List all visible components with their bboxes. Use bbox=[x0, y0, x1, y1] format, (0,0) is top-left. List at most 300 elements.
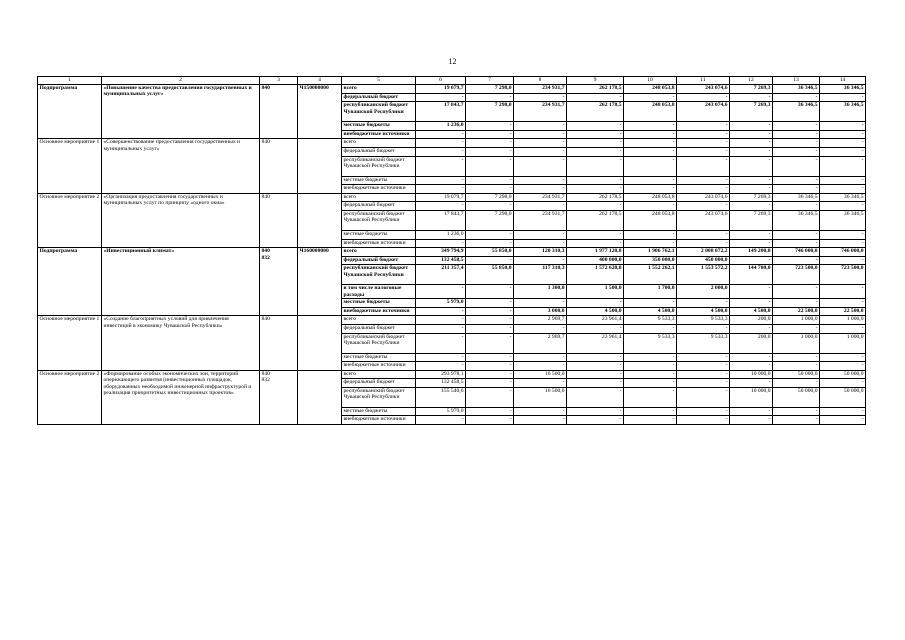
amount-cell: - bbox=[773, 362, 820, 371]
amount-cell: - bbox=[466, 156, 514, 176]
amount-cell: - bbox=[773, 130, 820, 139]
amount-cell: - bbox=[514, 176, 567, 185]
funding-source-cell: местные бюджеты bbox=[342, 176, 416, 185]
program-name-cell: «Инвестиционный климат» bbox=[102, 248, 260, 316]
amount-cell: 2 969,7 bbox=[514, 316, 567, 325]
amount-cell: - bbox=[514, 299, 567, 308]
amount-cell: - bbox=[624, 299, 677, 308]
amount-cell: - bbox=[466, 333, 514, 353]
column-number-header: 2 bbox=[102, 77, 260, 85]
column-number-header: 9 bbox=[567, 77, 624, 85]
amount-cell: 243 074,6 bbox=[677, 193, 730, 202]
amount-cell: 1 236,0 bbox=[416, 230, 466, 239]
grbs-code-cell: 840 bbox=[260, 193, 298, 247]
amount-cell: - bbox=[466, 130, 514, 139]
amount-cell: - bbox=[567, 299, 624, 308]
amount-cell: - bbox=[624, 147, 677, 156]
amount-cell: - bbox=[730, 185, 773, 194]
amount-cell: - bbox=[677, 122, 730, 131]
amount-cell: 7 269,3 bbox=[730, 210, 773, 230]
funding-source-cell: федеральный бюджет bbox=[342, 202, 416, 211]
funding-source-cell: внебюджетные источники bbox=[342, 307, 416, 316]
amount-cell: - bbox=[677, 130, 730, 139]
amount-cell: - bbox=[773, 324, 820, 333]
amount-cell: 746 000,0 bbox=[773, 248, 820, 257]
funding-source-cell: республиканский бюджет Чувашской Республики bbox=[342, 210, 416, 230]
amount-cell: 36 346,5 bbox=[820, 85, 866, 94]
amount-cell: - bbox=[567, 93, 624, 102]
amount-cell: - bbox=[567, 147, 624, 156]
amount-cell: 248 053,8 bbox=[624, 193, 677, 202]
amount-cell: - bbox=[514, 362, 567, 371]
amount-cell: - bbox=[567, 362, 624, 371]
amount-cell: 55 850,0 bbox=[466, 248, 514, 257]
amount-cell: 248 053,8 bbox=[624, 102, 677, 122]
amount-cell: - bbox=[466, 307, 514, 316]
amount-cell: - bbox=[773, 93, 820, 102]
amount-cell: - bbox=[514, 324, 567, 333]
column-number-header: 13 bbox=[773, 77, 820, 85]
funding-source-cell: местные бюджеты bbox=[342, 299, 416, 308]
amount-cell: 4 500,0 bbox=[567, 307, 624, 316]
amount-cell: - bbox=[466, 230, 514, 239]
budget-code-cell bbox=[298, 139, 342, 193]
amount-cell: - bbox=[773, 379, 820, 388]
amount-cell: 22 500,0 bbox=[773, 307, 820, 316]
amount-cell: - bbox=[730, 93, 773, 102]
amount-cell: 400 000,0 bbox=[567, 256, 624, 265]
column-number-header: 8 bbox=[514, 77, 567, 85]
amount-cell: - bbox=[514, 122, 567, 131]
funding-source-cell: федеральный бюджет bbox=[342, 147, 416, 156]
amount-cell: 132 458,5 bbox=[416, 256, 466, 265]
amount-cell: - bbox=[820, 185, 866, 194]
budget-code-cell: Ч160000000 bbox=[298, 248, 342, 316]
amount-cell: - bbox=[677, 239, 730, 248]
amount-cell: - bbox=[820, 362, 866, 371]
amount-cell: - bbox=[567, 387, 624, 407]
amount-cell: - bbox=[677, 362, 730, 371]
amount-cell: 23 961,4 bbox=[567, 333, 624, 353]
amount-cell: - bbox=[466, 93, 514, 102]
column-number-header: 3 bbox=[260, 77, 298, 85]
amount-cell: - bbox=[624, 202, 677, 211]
amount-cell: 234 931,7 bbox=[514, 210, 567, 230]
amount-cell: - bbox=[730, 122, 773, 131]
financing-table bbox=[37, 76, 866, 425]
amount-cell: - bbox=[773, 202, 820, 211]
amount-cell: 9 533,3 bbox=[677, 316, 730, 325]
amount-cell: - bbox=[567, 139, 624, 148]
amount-cell: - bbox=[730, 379, 773, 388]
amount-cell: 19 079,7 bbox=[416, 85, 466, 94]
amount-cell: 234 931,7 bbox=[514, 102, 567, 122]
amount-cell: - bbox=[773, 353, 820, 362]
amount-cell: 1 000,0 bbox=[820, 316, 866, 325]
funding-source-cell: внебюджетные источники bbox=[342, 130, 416, 139]
column-number-header: 12 bbox=[730, 77, 773, 85]
funding-source-cell: внебюджетные источники bbox=[342, 185, 416, 194]
amount-cell: 36 346,5 bbox=[820, 210, 866, 230]
amount-cell: - bbox=[514, 130, 567, 139]
funding-source-cell: всего bbox=[342, 370, 416, 379]
amount-cell: - bbox=[624, 93, 677, 102]
funding-source-cell: федеральный бюджет bbox=[342, 324, 416, 333]
amount-cell: 248 053,8 bbox=[624, 210, 677, 230]
amount-cell: - bbox=[416, 130, 466, 139]
amount-cell: - bbox=[514, 353, 567, 362]
amount-cell: 262 178,5 bbox=[567, 85, 624, 94]
amount-cell: 120 310,3 bbox=[514, 248, 567, 257]
column-number-header: 7 bbox=[466, 77, 514, 85]
amount-cell: - bbox=[466, 416, 514, 425]
amount-cell: - bbox=[730, 256, 773, 265]
amount-cell: - bbox=[416, 176, 466, 185]
amount-cell: - bbox=[466, 122, 514, 131]
table-row bbox=[38, 248, 866, 257]
amount-cell: - bbox=[820, 139, 866, 148]
amount-cell: 723 500,0 bbox=[773, 265, 820, 285]
column-number-header: 14 bbox=[820, 77, 866, 85]
amount-cell: - bbox=[567, 122, 624, 131]
amount-cell: - bbox=[820, 130, 866, 139]
amount-cell: - bbox=[416, 353, 466, 362]
amount-cell: - bbox=[677, 139, 730, 148]
amount-cell: 2 008 072,2 bbox=[677, 248, 730, 257]
amount-cell: - bbox=[416, 156, 466, 176]
funding-source-cell: федеральный бюджет bbox=[342, 379, 416, 388]
amount-cell: - bbox=[773, 122, 820, 131]
amount-cell: - bbox=[466, 370, 514, 379]
amount-cell: - bbox=[820, 202, 866, 211]
budget-code-cell: Ч150000000 bbox=[298, 85, 342, 139]
amount-cell: - bbox=[773, 139, 820, 148]
amount-cell: - bbox=[514, 156, 567, 176]
table-row bbox=[38, 193, 866, 202]
amount-cell: - bbox=[677, 387, 730, 407]
budget-code-cell bbox=[298, 316, 342, 370]
amount-cell: - bbox=[730, 324, 773, 333]
amount-cell: 36 346,5 bbox=[820, 102, 866, 122]
amount-cell: 200,0 bbox=[730, 316, 773, 325]
amount-cell: - bbox=[416, 239, 466, 248]
amount-cell: 19 079,7 bbox=[416, 193, 466, 202]
funding-source-cell: местные бюджеты bbox=[342, 353, 416, 362]
amount-cell: - bbox=[677, 93, 730, 102]
amount-cell: - bbox=[567, 202, 624, 211]
amount-cell: - bbox=[466, 353, 514, 362]
amount-cell: 1 300,0 bbox=[514, 285, 567, 299]
amount-cell: - bbox=[677, 353, 730, 362]
amount-cell: - bbox=[773, 230, 820, 239]
amount-cell: - bbox=[773, 299, 820, 308]
amount-cell: - bbox=[466, 256, 514, 265]
amount-cell: - bbox=[416, 147, 466, 156]
column-number-header: 4 bbox=[298, 77, 342, 85]
amount-cell: - bbox=[567, 239, 624, 248]
amount-cell: 5 979,0 bbox=[416, 299, 466, 308]
amount-cell: 349 794,9 bbox=[416, 248, 466, 257]
amount-cell: - bbox=[820, 156, 866, 176]
amount-cell: 1 572 620,8 bbox=[567, 265, 624, 285]
amount-cell: - bbox=[514, 239, 567, 248]
amount-cell: - bbox=[624, 130, 677, 139]
amount-cell: - bbox=[624, 185, 677, 194]
amount-cell: 36 346,5 bbox=[773, 102, 820, 122]
amount-cell: - bbox=[820, 147, 866, 156]
amount-cell: 1 553 572,2 bbox=[677, 265, 730, 285]
amount-cell: 2 000,0 bbox=[677, 285, 730, 299]
amount-cell: 262 178,5 bbox=[567, 210, 624, 230]
amount-cell: - bbox=[820, 379, 866, 388]
amount-cell: - bbox=[773, 176, 820, 185]
amount-cell: - bbox=[677, 147, 730, 156]
amount-cell: - bbox=[466, 379, 514, 388]
amount-cell: - bbox=[730, 176, 773, 185]
amount-cell: - bbox=[820, 353, 866, 362]
amount-cell: - bbox=[624, 122, 677, 131]
funding-source-cell: республиканский бюджет Чувашской Республики bbox=[342, 156, 416, 176]
amount-cell: 746 000,0 bbox=[820, 248, 866, 257]
funding-source-cell: республиканский бюджет Чувашской Республики bbox=[342, 265, 416, 285]
amount-cell: - bbox=[416, 93, 466, 102]
amount-cell: - bbox=[624, 379, 677, 388]
amount-cell: 234 931,7 bbox=[514, 193, 567, 202]
amount-cell: - bbox=[820, 299, 866, 308]
amount-cell: 248 053,8 bbox=[624, 85, 677, 94]
amount-cell: - bbox=[567, 185, 624, 194]
amount-cell: 50 000,0 bbox=[820, 370, 866, 379]
amount-cell: 36 346,5 bbox=[773, 85, 820, 94]
amount-cell: - bbox=[677, 370, 730, 379]
amount-cell: 1 236,0 bbox=[416, 122, 466, 131]
amount-cell: - bbox=[567, 407, 624, 416]
amount-cell: - bbox=[514, 139, 567, 148]
amount-cell: - bbox=[416, 416, 466, 425]
amount-cell: - bbox=[730, 156, 773, 176]
amount-cell: 36 346,5 bbox=[820, 193, 866, 202]
amount-cell: - bbox=[466, 185, 514, 194]
amount-cell: 9 533,3 bbox=[624, 316, 677, 325]
amount-cell: - bbox=[466, 176, 514, 185]
program-type-cell: Основное мероприятие 2 bbox=[38, 370, 102, 424]
grbs-code-cell: 840 bbox=[260, 316, 298, 370]
amount-cell: - bbox=[514, 407, 567, 416]
program-type-cell: Основное мероприятие 1 bbox=[38, 316, 102, 370]
amount-cell: 5 979,0 bbox=[416, 407, 466, 416]
amount-cell: 243 074,6 bbox=[677, 210, 730, 230]
amount-cell: - bbox=[466, 239, 514, 248]
amount-cell: 350 000,0 bbox=[624, 256, 677, 265]
amount-cell: 262 178,5 bbox=[567, 193, 624, 202]
amount-cell: 243 074,6 bbox=[677, 85, 730, 94]
amount-cell: - bbox=[730, 130, 773, 139]
funding-source-cell: всего bbox=[342, 193, 416, 202]
amount-cell: 1 000,0 bbox=[820, 333, 866, 353]
amount-cell: 50 000,0 bbox=[820, 387, 866, 407]
grbs-code-cell: 840 bbox=[260, 139, 298, 193]
amount-cell: 7 269,3 bbox=[730, 102, 773, 122]
amount-cell: - bbox=[730, 362, 773, 371]
grbs-code-cell: 840 832 bbox=[260, 370, 298, 424]
amount-cell: - bbox=[514, 147, 567, 156]
amount-cell: 9 533,3 bbox=[624, 333, 677, 353]
amount-cell: - bbox=[514, 379, 567, 388]
amount-cell: 293 978,1 bbox=[416, 370, 466, 379]
budget-code-cell bbox=[298, 193, 342, 247]
amount-cell: - bbox=[730, 239, 773, 248]
amount-cell: 1 000,0 bbox=[773, 333, 820, 353]
amount-cell: - bbox=[514, 185, 567, 194]
amount-cell: 4 500,0 bbox=[624, 307, 677, 316]
amount-cell: - bbox=[466, 139, 514, 148]
amount-cell: 155 540,6 bbox=[416, 387, 466, 407]
amount-cell: - bbox=[820, 93, 866, 102]
amount-cell: 211 357,4 bbox=[416, 265, 466, 285]
amount-cell: - bbox=[624, 353, 677, 362]
amount-cell: 1 977 120,8 bbox=[567, 248, 624, 257]
funding-source-cell: местные бюджеты bbox=[342, 122, 416, 131]
amount-cell: - bbox=[677, 185, 730, 194]
amount-cell: - bbox=[677, 156, 730, 176]
amount-cell: - bbox=[730, 299, 773, 308]
amount-cell: 723 500,0 bbox=[820, 265, 866, 285]
amount-cell: - bbox=[677, 407, 730, 416]
amount-cell: - bbox=[820, 416, 866, 425]
amount-cell: 50 000,0 bbox=[773, 387, 820, 407]
amount-cell: - bbox=[624, 230, 677, 239]
funding-source-cell: в том числе налоговые расходы bbox=[342, 285, 416, 299]
funding-source-cell: всего bbox=[342, 248, 416, 257]
amount-cell: 7 298,0 bbox=[466, 102, 514, 122]
amount-cell: - bbox=[820, 256, 866, 265]
amount-cell: - bbox=[624, 176, 677, 185]
amount-cell: 7 269,3 bbox=[730, 85, 773, 94]
program-type-cell: Основное мероприятие 2 bbox=[38, 193, 102, 247]
amount-cell: - bbox=[466, 324, 514, 333]
amount-cell: - bbox=[466, 202, 514, 211]
amount-cell: - bbox=[820, 230, 866, 239]
program-name-cell: «Формирование особых экономических зон, территорий опережающего развития (инвестиционных площадок, оборудованных необходимой инженерной инфраструктурой и реализация приоритетных инвестиционных проектов» bbox=[102, 370, 260, 424]
amount-cell: 17 843,7 bbox=[416, 210, 466, 230]
amount-cell: - bbox=[567, 176, 624, 185]
funding-source-cell: местные бюджеты bbox=[342, 230, 416, 239]
amount-cell: - bbox=[773, 156, 820, 176]
amount-cell: - bbox=[624, 324, 677, 333]
funding-source-cell: внебюджетные источники bbox=[342, 416, 416, 425]
amount-cell: 262 178,5 bbox=[567, 102, 624, 122]
amount-cell: 10 000,0 bbox=[730, 387, 773, 407]
amount-cell: - bbox=[820, 239, 866, 248]
amount-cell: - bbox=[677, 176, 730, 185]
column-number-header: 11 bbox=[677, 77, 730, 85]
amount-cell: - bbox=[820, 122, 866, 131]
amount-cell: 1 000,0 bbox=[773, 316, 820, 325]
amount-cell: - bbox=[567, 324, 624, 333]
funding-source-cell: федеральный бюджет bbox=[342, 256, 416, 265]
page-number: 12 bbox=[448, 57, 457, 66]
amount-cell: - bbox=[514, 93, 567, 102]
table-row bbox=[38, 139, 866, 148]
header-row bbox=[38, 77, 866, 85]
program-type-cell: Подпрограмма bbox=[38, 248, 102, 316]
amount-cell: - bbox=[820, 324, 866, 333]
amount-cell: 9 533,3 bbox=[677, 333, 730, 353]
amount-cell: - bbox=[567, 370, 624, 379]
amount-cell: - bbox=[514, 416, 567, 425]
funding-source-cell: всего bbox=[342, 85, 416, 94]
amount-cell: - bbox=[416, 362, 466, 371]
amount-cell: 1 552 262,1 bbox=[624, 265, 677, 285]
amount-cell: - bbox=[466, 147, 514, 156]
amount-cell: - bbox=[624, 239, 677, 248]
table-row bbox=[38, 370, 866, 379]
amount-cell: - bbox=[773, 147, 820, 156]
amount-cell: - bbox=[416, 324, 466, 333]
amount-cell: - bbox=[730, 147, 773, 156]
amount-cell: - bbox=[773, 285, 820, 299]
funding-source-cell: местные бюджеты bbox=[342, 407, 416, 416]
amount-cell: - bbox=[820, 176, 866, 185]
program-name-cell: «Совершенствование предоставления государственных и муниципальных услуг» bbox=[102, 139, 260, 193]
budget-code-cell bbox=[298, 370, 342, 424]
amount-cell: - bbox=[730, 407, 773, 416]
amount-cell: 144 700,0 bbox=[730, 265, 773, 285]
amount-cell: 36 346,5 bbox=[773, 210, 820, 230]
amount-cell: 234 931,7 bbox=[514, 85, 567, 94]
column-number-header: 1 bbox=[38, 77, 102, 85]
amount-cell: 132 458,5 bbox=[416, 379, 466, 388]
amount-cell: - bbox=[773, 416, 820, 425]
amount-cell: - bbox=[416, 139, 466, 148]
amount-cell: 149 200,0 bbox=[730, 248, 773, 257]
amount-cell: - bbox=[730, 202, 773, 211]
amount-cell: 36 346,5 bbox=[773, 193, 820, 202]
funding-source-cell: федеральный бюджет bbox=[342, 93, 416, 102]
amount-cell: 4 500,0 bbox=[730, 307, 773, 316]
amount-cell: 7 298,0 bbox=[466, 85, 514, 94]
amount-cell: - bbox=[677, 230, 730, 239]
amount-cell: - bbox=[416, 202, 466, 211]
program-name-cell: «Создание благоприятных условий для привлечения инвестиций в экономику Чувашской Республики» bbox=[102, 316, 260, 370]
program-type-cell: Подпрограмма bbox=[38, 85, 102, 139]
amount-cell: - bbox=[624, 416, 677, 425]
amount-cell: - bbox=[624, 370, 677, 379]
amount-cell: 10 000,0 bbox=[730, 370, 773, 379]
funding-source-cell: внебюджетные источники bbox=[342, 362, 416, 371]
amount-cell: - bbox=[677, 379, 730, 388]
amount-cell: - bbox=[567, 353, 624, 362]
amount-cell: - bbox=[416, 333, 466, 353]
amount-cell: - bbox=[730, 416, 773, 425]
table-body bbox=[38, 77, 866, 425]
amount-cell: - bbox=[416, 285, 466, 299]
amount-cell: 7 298,0 bbox=[466, 193, 514, 202]
column-number-header: 5 bbox=[342, 77, 416, 85]
amount-cell: - bbox=[514, 202, 567, 211]
amount-cell: 22 500,0 bbox=[820, 307, 866, 316]
amount-cell: - bbox=[466, 387, 514, 407]
amount-cell: 17 843,7 bbox=[416, 102, 466, 122]
program-name-cell: «Повышение качества предоставления государственных и муниципальных услуг» bbox=[102, 85, 260, 139]
amount-cell: 3 000,0 bbox=[514, 307, 567, 316]
amount-cell: - bbox=[567, 130, 624, 139]
amount-cell: - bbox=[677, 324, 730, 333]
amount-cell: 1 906 762,1 bbox=[624, 248, 677, 257]
amount-cell: - bbox=[466, 362, 514, 371]
column-number-header: 10 bbox=[624, 77, 677, 85]
amount-cell: - bbox=[514, 256, 567, 265]
